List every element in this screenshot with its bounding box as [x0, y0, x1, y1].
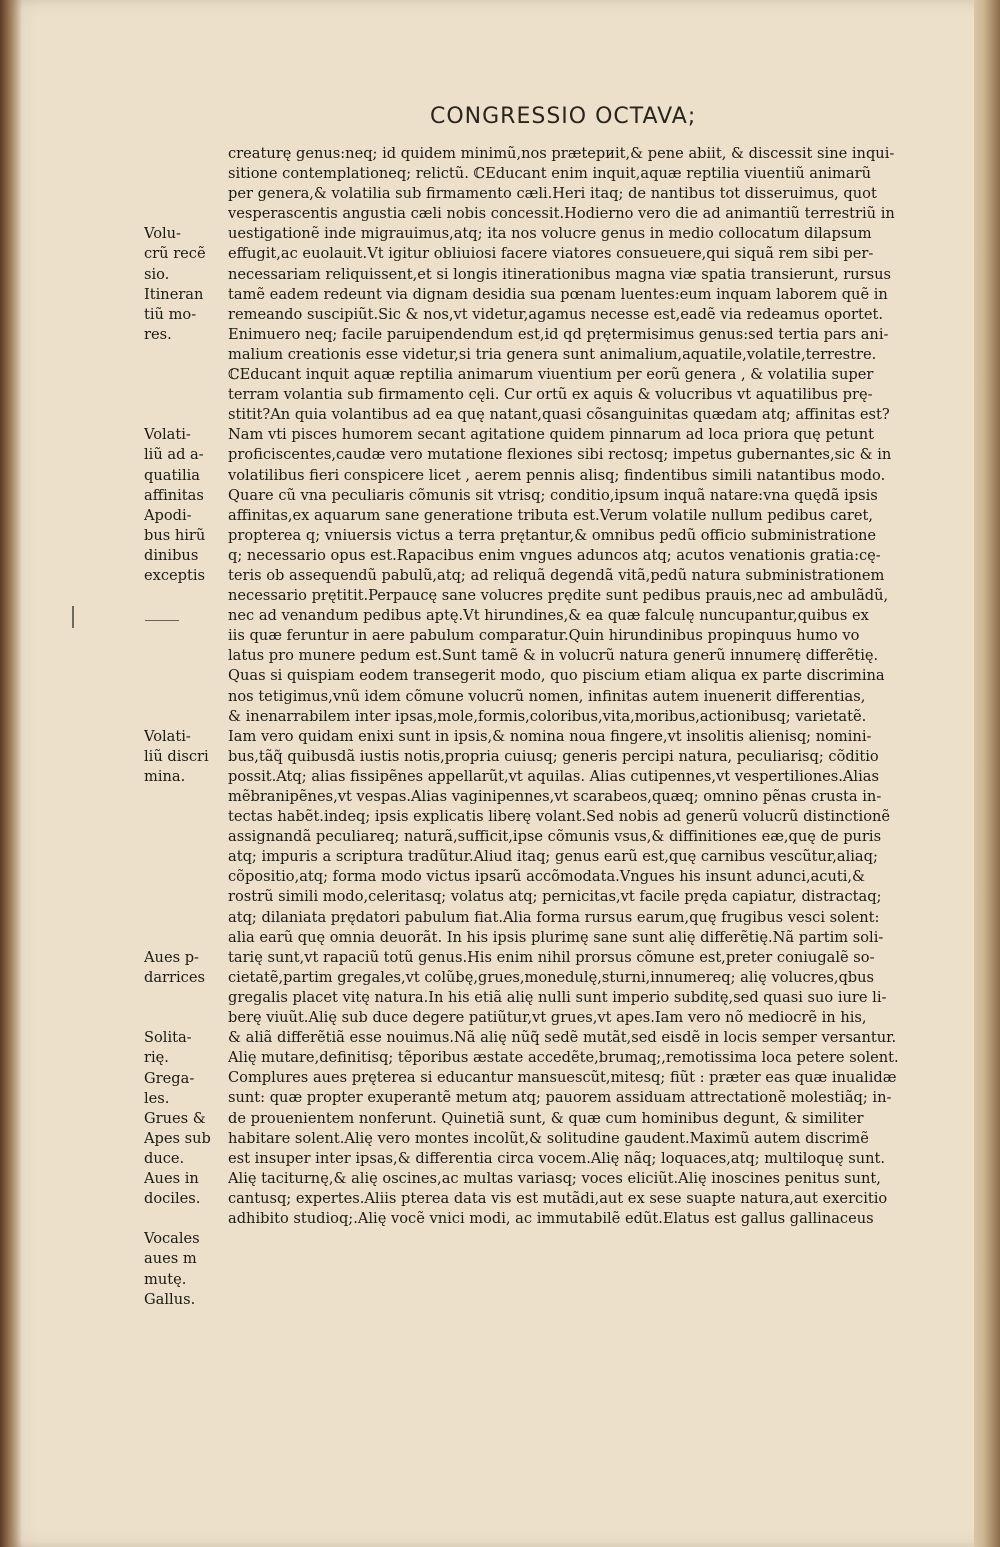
text-line: malium creationis esse videtur,si tria genera sunt animalium,aquatile,volatile,terrestre.	[228, 345, 877, 363]
text-line: assignandã peculiareq; naturã,sufficit,ipse cõmunis vsus,& diffinitiones eæ,quę de puris	[228, 828, 882, 846]
text-line: stitit?An quia volantibus ad ea quę natant,quasi cõsanguinitas quædam atq; affinitas est?	[228, 406, 890, 424]
text-line: remeando suscipiũt.Sic & nos,vt videtur,agamus necesse est,eadẽ via redeamus oportet.	[228, 305, 884, 323]
margin-note	[144, 425, 228, 505]
margin-note-line: Grega-	[144, 1069, 195, 1087]
text-line: cietatẽ,partim gregales,vt colũbę,grues,monedulę,sturni,innumereq; alię volucres,qbus	[228, 968, 875, 986]
text-line: Complures aues pręterea si educantur mansuescũt,mitesq; fiũt : præter eas quæ inualidæ	[228, 1069, 897, 1087]
margin-note-line: Grues &	[144, 1109, 206, 1127]
pencil-mark	[72, 606, 74, 628]
text-line: mẽbranipẽnes,vt vespas.Alias vaginipennes,vt scarabeos,quæq; omnino pẽnas crusta in-	[228, 788, 882, 805]
margin-note-line: sio.	[144, 265, 170, 283]
text-line: effugit,ac euolauit.Vt igitur obliuiosi facere viatores consueuere,qui siquã rem sibi per-	[228, 245, 874, 263]
text-line: gregalis placet vitę natura.In his etiã alię nulli sunt imperio subditę,sed quasi suo iure li-	[228, 988, 887, 1006]
text-line: creaturę genus:neq; id quidem minimũ,nos prætериit,& pene abiit, & discessit sine inqui-	[228, 145, 895, 162]
text-line: rostrũ simili modo,celeritasq; volatus atq; pernicitas,vt facile pręda capiatur, distractaq;	[228, 888, 882, 906]
margin-note-line: liũ discri	[144, 747, 209, 765]
margin-note-line: aues m	[144, 1250, 197, 1268]
margin-note-line: Volati-	[144, 426, 191, 444]
text-line: habitare solent.Alię vero montes incolũt,& solitudine gaudent.Maximũ autem discrimẽ	[228, 1129, 869, 1147]
text-line: teris ob assequendũ pabulũ,atq; ad reliquã degendã vitã,pedũ natura subministrationem	[228, 566, 885, 584]
text-line: necessario prętitit.Perpaucę sane volucres prędite sunt pedibus prauis,nec ad ambulãdũ,	[228, 587, 889, 605]
margin-note	[144, 1169, 228, 1209]
text-line: affinitas,ex aquarum sane generatione tributa est.Verum volatile nullum pedibus caret,	[228, 506, 874, 524]
text-line: Quare cũ vna peculiaris cõmunis sit vtrisq; conditio,ipsum inquã natare:vna quędã ipsis	[228, 486, 878, 504]
text-line: cantusq; expertes.Aliis pterea data vis est mutãdi,aut ex sese suapte natura,aut exercitio	[228, 1189, 888, 1207]
margin-note	[144, 1028, 228, 1108]
margin-note	[144, 1109, 228, 1169]
text-line: tarię sunt,vt rapaciũ totũ genus.His enim nihil prorsus cõmune est,preter coniugalẽ so-	[228, 948, 875, 966]
margin-note-line: exceptis	[144, 567, 206, 585]
margin-note-line: dinibus	[144, 546, 199, 564]
text-line: sunt: quæ propter exuperantẽ metum atq; pauorem assiduam attrectationẽ molestiãq; in-	[228, 1089, 892, 1107]
book-gutter-shadow	[0, 0, 22, 1547]
margin-note-line: res.	[144, 325, 172, 343]
text-line: vesperascentis angustia cæli nobis concessit.Hodierno vero die ad animantiũ terrestriũ in	[228, 205, 895, 223]
margin-note	[144, 506, 228, 586]
margin-note-line: quatilia	[144, 466, 201, 484]
margin-note	[144, 1229, 228, 1309]
margin-note-line: mutę.	[144, 1270, 187, 1288]
text-line: uestigationẽ inde migrauimus,atq; ita nos volucre genus in medio collocatum dilapsum	[228, 225, 872, 243]
margin-note-line: Apes sub	[144, 1129, 211, 1147]
margin-note-line: bus hirũ	[144, 526, 206, 544]
margin-note-line: crũ recẽ	[144, 245, 206, 263]
text-line: & inenarrabilem inter ipsas,mole,formis,coloribus,vita,moribus,actionibusq; varietatẽ.	[228, 707, 867, 725]
margin-note-line: duce.	[144, 1149, 185, 1167]
margin-note-line: Aues p-	[144, 949, 199, 966]
text-line: propterea q; vniuersis victus a terra prętantur,& omnibus pedũ officio subministratione	[228, 526, 877, 544]
text-line: de prouenientem nonferunt. Quinetiã sunt, & quæ cum hominibus degunt, & similiter	[228, 1109, 864, 1127]
margin-note	[144, 948, 228, 988]
margin-note-line: liũ ad a-	[144, 446, 204, 464]
text-line: Quas si quispiam eodem transegerit modo, quo piscium etiam aliqua ex parte discrimina	[228, 667, 885, 685]
text-line: ℂEducant inquit aquæ reptilia animarum viuentium per eorũ genera , & volatilia super	[228, 366, 874, 384]
main-text-block	[228, 144, 956, 1229]
text-line: alia earũ quę omnia deuorãt. In his ipsis plurimę sane sunt alię differẽtię.Nã partim soli-	[228, 928, 884, 946]
margin-note	[144, 727, 228, 787]
text-line: atq; impuris a scriptura tradũtur.Aliud itaq; genus earũ est,quę carnibus vescũtur,aliaq;	[228, 848, 878, 866]
text-line: per genera,& volatilia sub firmamento cæli.Heri itaq; de nantibus tot disseruimus, quot	[228, 185, 877, 203]
text-line: necessariam reliquissent,et si longis itinerationibus magna viæ spatia transierunt, rursus	[228, 265, 891, 283]
margin-note-line: tiũ mo-	[144, 305, 197, 323]
text-line: tectas habẽt.indeq; ipsis explicatis liberę volant.Sed nobis ad generũ volucrũ distinctionẽ	[228, 808, 891, 826]
margin-note	[144, 224, 228, 284]
text-line: proficiscentes,caudæ vero mutatione flexiones sibi rectosq; impetus gubernantes,sic & in	[228, 446, 892, 464]
text-line: cõpositio,atq; forma modo victus ipsarũ accõmodata.Vngues his insunt adunci,acuti,&	[228, 868, 866, 886]
text-line: bus,tãq̃ quibusdã iustis notis,propria cuiusq; generis percipi natura, peculiarisq; cõditio	[228, 747, 879, 765]
margin-note-line: rię.	[144, 1049, 169, 1067]
text-line: berę viuũt.Alię sub duce degere patiũtur,vt grues,vt apes.Iam vero nõ mediocrẽ in his,	[228, 1009, 867, 1027]
margin-rule	[145, 620, 179, 621]
margin-note	[144, 285, 228, 345]
text-line: latus pro munere pedum est.Sunt tamẽ & in volucrũ natura generũ innumerę differẽtię.	[228, 647, 879, 665]
margin-note-line: Vocales	[144, 1230, 200, 1248]
text-line: Enimuero neq; facile paruipendendum est,id qd prętermisimus genus:sed tertia pars ani-	[228, 325, 889, 343]
margin-note-line: darrices	[144, 969, 205, 987]
text-line: Iam vero quidam enixi sunt in ipsis,& nomina noua fingere,vt insolitis alienisq; nomini-	[228, 727, 872, 745]
text-line: Alię taciturnę,& alię oscines,ac multas variasq; voces eliciũt.Alię inoscines penitus sunt,	[228, 1169, 881, 1187]
margin-note-line: Volu-	[144, 225, 181, 243]
running-heading: CONGRESSIO OCTAVA;	[430, 104, 697, 129]
text-line: terram volantia sub firmamento cęli. Cur ortũ ex aquis & volucribus vt aquatilibus prę-	[228, 386, 873, 404]
page-fore-edge	[974, 0, 1000, 1547]
text-line: iis quæ feruntur in aere pabulum comparatur.Quin hirundinibus propinquus humo vo	[228, 627, 860, 645]
text-line: possit.Atq; alias fissipẽnes appellarũt,vt aquilas. Alias cutipennes,vt vespertiliones.Alias	[228, 767, 879, 785]
margin-note-line: Aues in	[144, 1170, 199, 1188]
margin-note-line: dociles.	[144, 1190, 201, 1208]
margin-note-line: les.	[144, 1089, 170, 1107]
text-line: nec ad venandum pedibus aptę.Vt hirundines,& ea quæ falculę nuncupantur,quibus ex	[228, 607, 869, 625]
text-line: sitione contemplationeq; relictũ. ℂEducant enim inquit,aquæ reptilia viuentiũ animarũ	[228, 165, 871, 183]
margin-note-line: mina.	[144, 768, 186, 786]
margin-note-line: Volati-	[144, 727, 191, 745]
text-line: & aliã differẽtiã esse nouimus.Nã alię nũq̃ sedẽ mutãt,sed eisdẽ in locis semper versantur.	[228, 1029, 897, 1047]
text-line: Alię mutare,definitisq; tẽporibus æstate accedẽte,brumaq;,remotissima loca petere solent.	[228, 1049, 899, 1067]
margin-note-line: Solita-	[144, 1029, 192, 1047]
text-line: adhibito studioq;.Alię vocẽ vnici modi, ac immutabilẽ edũt.Elatus est gallus gallinaceus	[228, 1209, 874, 1227]
text-line: Nam vti pisces humorem secant agitatione quidem pinnarum ad loca priora quę petunt	[228, 426, 874, 444]
text-line: volatilibus fieri conspicere licet , aerem pennis alisq; findentibus simili natantibus modo.	[228, 466, 886, 484]
margin-note-line: Itineran	[144, 285, 204, 303]
margin-note-line: affinitas	[144, 486, 204, 504]
text-line: atq; dilaniata prędatori pabulum fiat.Alia forma rursus earum,quę frugibus vesci solent:	[228, 908, 880, 926]
text-line: est insuper inter ipsas,& differentia circa vocem.Alię nãq; loquaces,atq; multiloquę sunt.	[228, 1149, 886, 1167]
text-line: nos tetigimus,vnũ idem cõmune volucrũ nomen, infinitas autem inuenerit differentias,	[228, 687, 866, 705]
margin-note-line: Gallus.	[144, 1290, 196, 1308]
text-line: tamẽ eadem redeunt via dignam desidia sua pœnam luentes:eum inquam laborem quẽ in	[228, 285, 888, 303]
text-line: q; necessario opus est.Rapacibus enim vngues aduncos atq; acutos venationis gratia:cę-	[228, 546, 881, 564]
margin-note-line: Apodi-	[144, 506, 192, 524]
